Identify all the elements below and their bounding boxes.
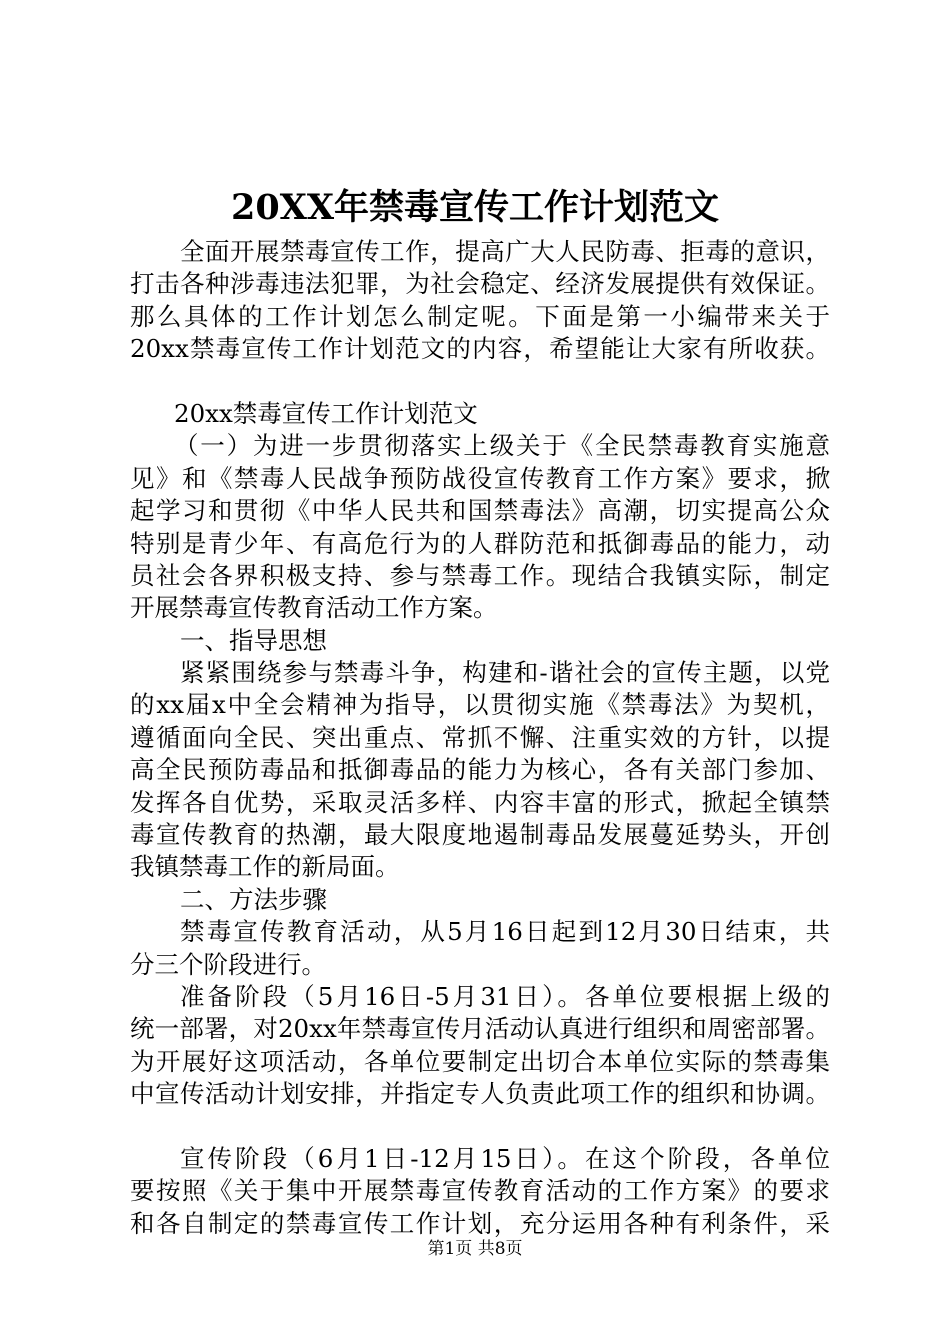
text-line: 那么具体的工作计划怎么制定呢。下面是第一小编带来关于 — [130, 301, 830, 331]
text-line: 为开展好这项活动，各单位要制定出切合本单位实际的禁毒集 — [130, 1046, 830, 1076]
text-line: （一）为进一步贯彻落实上级关于《全民禁毒教育实施意 — [174, 431, 830, 461]
text-line: 我镇禁毒工作的新局面。 — [130, 852, 400, 882]
text-line: 毒宣传教育的热潮，最大限度地遏制毒品发展蔓延势头，开创 — [130, 820, 830, 850]
document-title: 20XX年禁毒宣传工作计划范文 — [230, 187, 720, 228]
page-footer: 第1页 共8页 — [427, 1239, 523, 1259]
text-line: 宣传阶段（6月1日-12月15日）。在这个阶段，各单位 — [180, 1143, 830, 1173]
text-line: 禁毒宣传教育活动，从5月16日起到12月30日结束，共 — [180, 917, 830, 947]
blank-line — [130, 1111, 830, 1143]
text-line: 开展禁毒宣传教育活动工作方案。 — [130, 593, 498, 623]
text-line: 遵循面向全民、突出重点、常抓不懈、注重实效的方针，以提 — [130, 722, 830, 752]
document-body — [130, 236, 830, 1240]
text-line: 统一部署，对20xx年禁毒宣传月活动认真进行组织和周密部署。 — [130, 1014, 830, 1044]
text-line: 员社会各界积极支持、参与禁毒工作。现结合我镇实际，制定 — [130, 560, 830, 590]
text-line: 见》和《禁毒人民战争预防战役宣传教育工作方案》要求，掀 — [130, 463, 830, 493]
text-line: 起学习和贯彻《中华人民共和国禁毒法》高潮，切实提高公众 — [130, 496, 830, 526]
text-line: 中宣传活动计划安排，并指定专人负责此项工作的组织和协调。 — [130, 1079, 830, 1109]
text-line: 全面开展禁毒宣传工作，提高广大人民防毒、拒毒的意识， — [180, 237, 830, 266]
text-line: 准备阶段（5月16日-5月31日）。各单位要根据上级的 — [180, 981, 830, 1011]
text-line: 二、方法步骤 — [180, 884, 327, 914]
text-line: 打击各种涉毒违法犯罪，为社会稳定、经济发展提供有效保证。 — [130, 269, 830, 299]
text-line: 特别是青少年、有高危行为的人群防范和抵御毒品的能力，动 — [130, 528, 830, 558]
text-line: 发挥各自优势，采取灵活多样、内容丰富的形式，掀起全镇禁 — [130, 787, 830, 817]
text-line: 20xx禁毒宣传工作计划范文的内容，希望能让大家有所收获。 — [130, 334, 830, 364]
text-line: 高全民预防毒品和抵御毒品的能力为核心，各有关部门参加、 — [130, 755, 830, 785]
text-line: 一、指导思想 — [180, 625, 327, 655]
blank-line — [130, 366, 830, 398]
text-line: 要按照《关于集中开展禁毒宣传教育活动的工作方案》的要求 — [130, 1176, 830, 1206]
text-line: 的xx届x中全会精神为指导，以贯彻实施《禁毒法》为契机， — [130, 690, 830, 720]
text-line: 20xx禁毒宣传工作计划范文 — [174, 398, 478, 428]
text-line: 紧紧围绕参与禁毒斗争，构建和-谐社会的宣传主题，以党 — [180, 658, 830, 688]
text-line: 和各自制定的禁毒宣传工作计划，充分运用各种有利条件，采 — [130, 1208, 830, 1238]
text-line: 分三个阶段进行。 — [130, 949, 326, 979]
